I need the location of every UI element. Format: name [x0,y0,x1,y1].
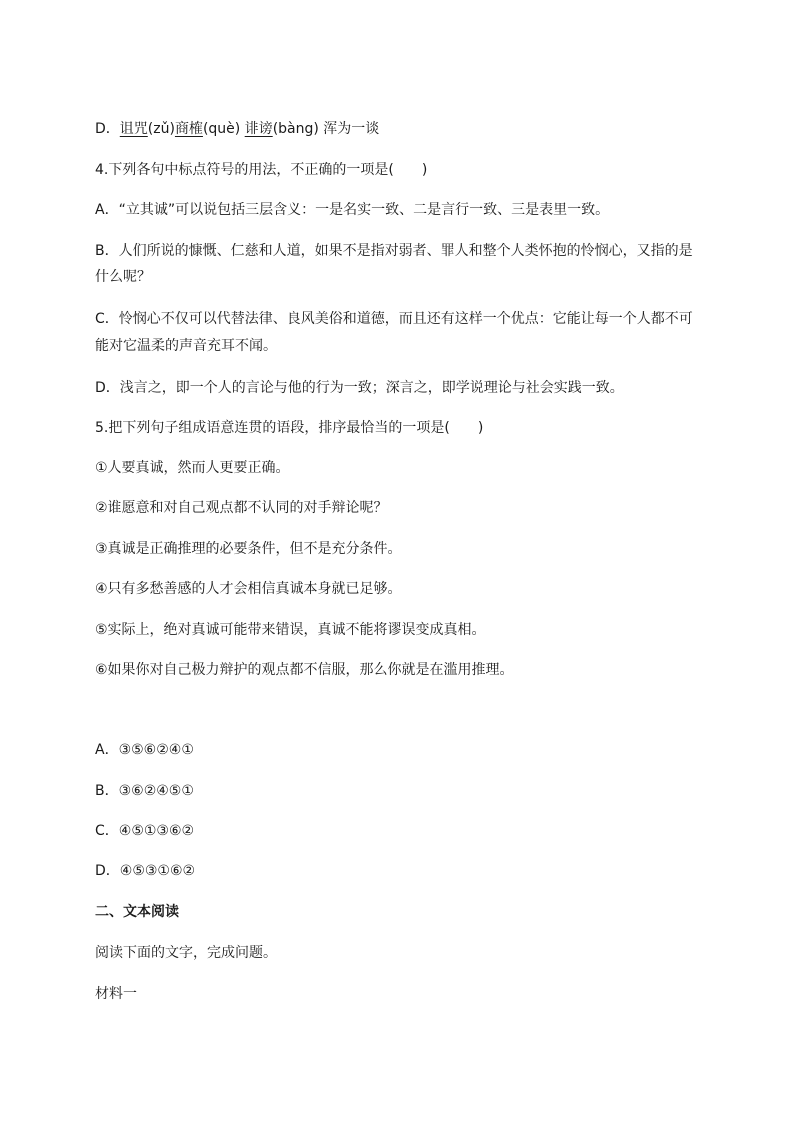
q4-option-b-line1: B．人们所说的慷慨、仁慈和人道，如果不是指对弱者、罪人和整个人类怀抱的怜悯心，又指的是 [95,243,693,259]
q5-stem: 5.把下列句子组成语意连贯的语段，排序最恰当的一项是( ) [95,420,484,436]
section-heading: 二、文本阅读 [95,904,179,920]
q4-option-a: A．“立其诚”可以说包括三层含义：一是名实一致、二是言行一致、三是表里一致。 [95,202,610,218]
q4-stem: 4.下列各句中标点符号的用法，不正确的一项是( ) [95,162,428,178]
q4-option-c-line2: 能对它温柔的声音充耳不闻。 [95,338,277,354]
q3-word-3: 诽谤 [244,121,273,137]
q3-word-2-pinyin: (què) [202,121,241,137]
q3-word-1-pinyin: (zǔ) [147,121,175,137]
q4-option-b-line2: 什么呢？ [95,269,151,285]
q3-option-d [95,116,705,142]
q5-option-a: A．③⑤⑥②④① [95,742,194,758]
q3-word-2: 商榷 [174,121,203,137]
q4-option-d: D．浅言之，即一个人的言论与他的行为一致；深言之，即学说理论与社会实践一致。 [95,380,624,396]
q5-option-b: B．③⑥②④⑤① [95,783,194,799]
q5-sentence-6: ⑥如果你对自己极力辩护的观点都不信服，那么你就是在滥用推理。 [95,662,514,678]
q5-option-d: D．④⑤③①⑥② [95,863,196,879]
q5-sentence-4: ④只有多愁善感的人才会相信真诚本身就已足够。 [95,581,402,597]
q3-word-3-pinyin: (bàng) [272,121,319,137]
q5-sentence-5: ⑤实际上，绝对真诚可能带来错误，真诚不能将谬误变成真相。 [95,622,486,638]
material-label: 材料一 [95,986,137,1002]
section-instruction: 阅读下面的文字，完成问题。 [95,945,277,961]
q5-sentence-1: ①人要真诚，然而人更要正确。 [95,460,290,476]
q5-sentence-2: ②谁愿意和对自己观点都不认同的对手辩论呢？ [95,500,388,516]
q4-option-c-line1: C．怜悯心不仅可以代替法律、良风美俗和道德，而且还有这样一个优点：它能让每一个人都不可 [95,311,693,327]
q3-option-d-prefix: D． [95,121,120,137]
q3-word-1: 诅咒 [119,121,148,137]
q5-option-c: C．④⑤①③⑥② [95,823,195,839]
q5-sentence-3: ③真诚是正确推理的必要条件，但不是充分条件。 [95,541,402,557]
q3-word-4: 浑为一谈 [318,121,380,137]
